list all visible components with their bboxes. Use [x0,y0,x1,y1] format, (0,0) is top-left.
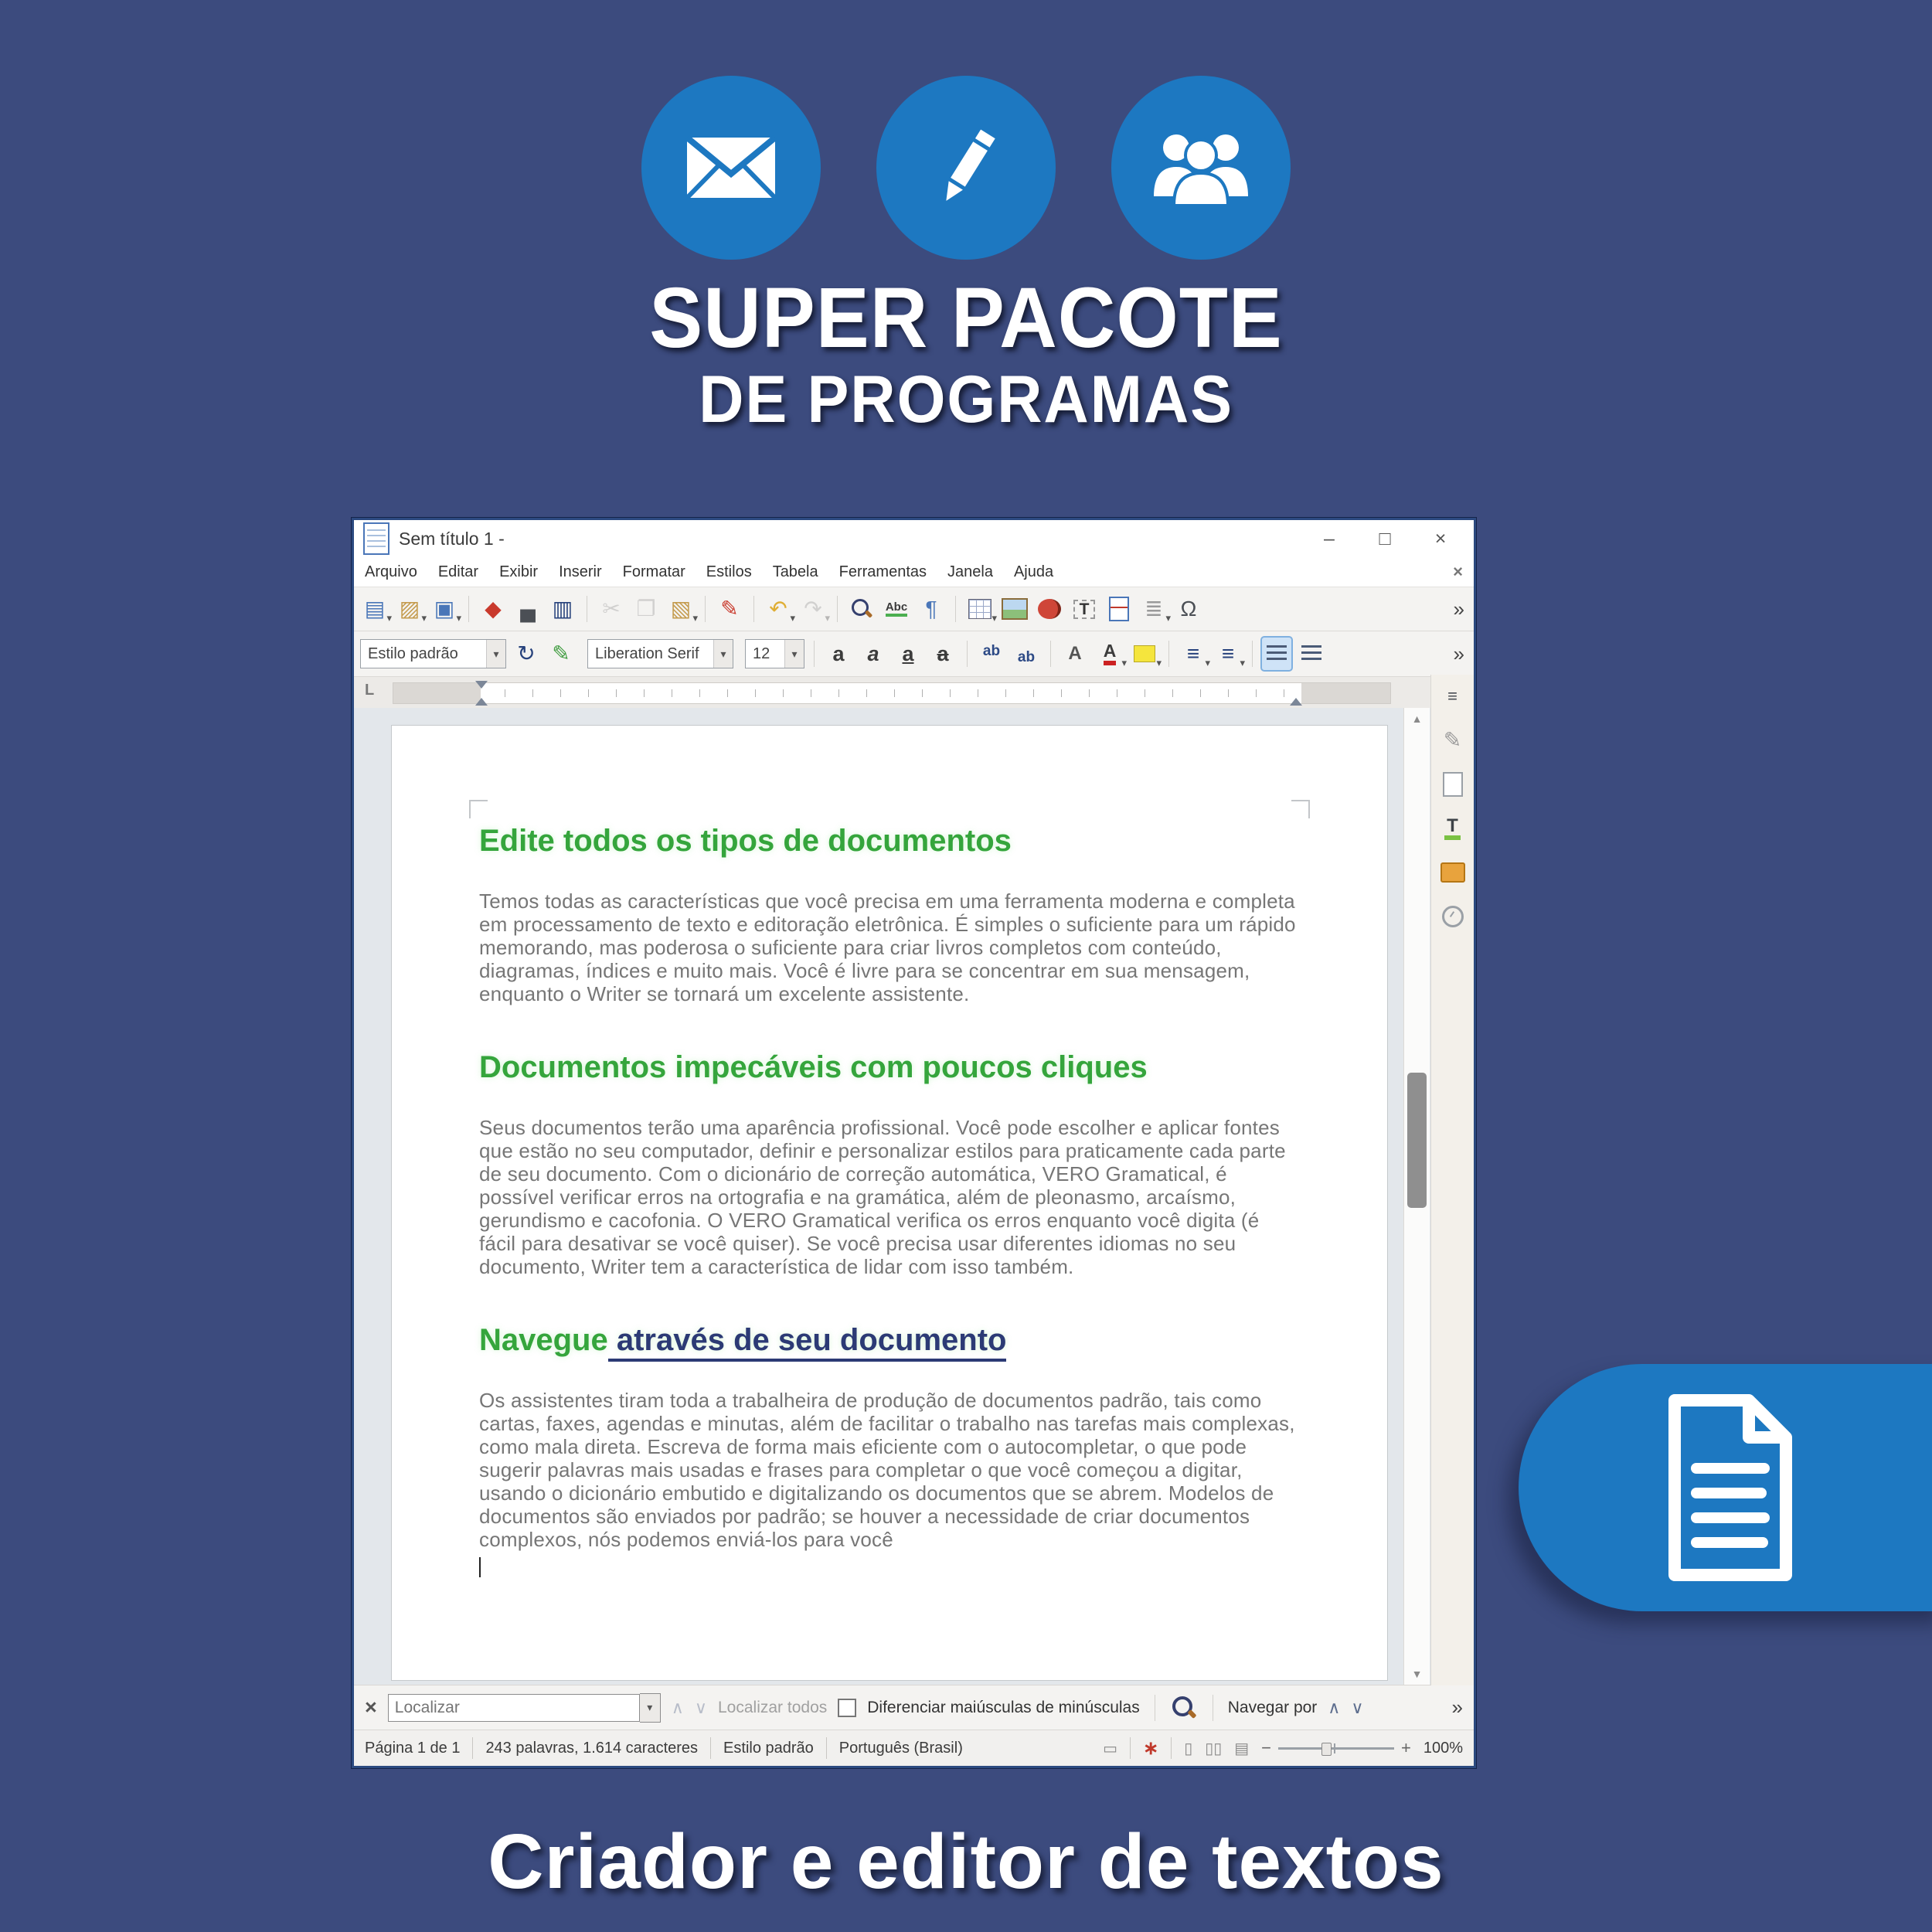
book-view-icon[interactable]: ▤ [1234,1740,1250,1757]
right-margin-zone [1301,683,1390,703]
font-color-button-glyph: A [1104,642,1117,665]
tab-stop-selector[interactable]: L [365,682,375,699]
copy-button-glyph: ❐ [636,597,656,621]
document-page[interactable] [391,725,1388,1681]
font-name-combo[interactable] [587,639,733,668]
toolbar-separator [468,596,469,622]
dropdown-arrow-icon[interactable]: ▾ [1165,612,1171,624]
font-color-button[interactable] [1095,638,1127,670]
first-line-indent-marker[interactable] [475,681,488,689]
app-document-icon [363,522,389,555]
align-center-button[interactable] [1297,638,1326,670]
match-case-label[interactable]: Diferenciar maiúsculas de minúsculas [867,1698,1140,1716]
style-icons [512,638,576,670]
copy-button[interactable] [631,593,661,625]
close-find-bar-button[interactable]: × [365,1696,377,1719]
dropdown-arrow-icon[interactable]: ▾ [790,612,795,624]
insert-chart-button[interactable] [1035,593,1064,625]
superscript-button[interactable] [977,638,1006,670]
titlebar [354,520,1474,557]
scroll-down-icon[interactable]: ▼ [1411,1668,1423,1680]
formatting-toolbar [354,631,1474,677]
update-style-button[interactable] [512,638,541,670]
insert-field-button-glyph: ≣ [1145,597,1163,621]
properties-deck-button-glyph: ✎ [1443,728,1462,752]
page-style-status[interactable]: Estilo padrão [723,1739,814,1757]
chevron-down-icon[interactable]: ▾ [713,640,733,668]
align-left-button[interactable] [1262,638,1291,670]
status-separator [1171,1737,1172,1759]
menu-ajuda[interactable]: Ajuda [1013,563,1054,580]
window-title: Sem título 1 - [399,528,505,549]
page-break-button-glyph [1109,597,1129,621]
menu-estilos[interactable]: Estilos [706,563,752,580]
toolbar-separator [753,596,754,622]
underline-button[interactable] [893,638,923,670]
undo-button[interactable] [764,593,793,625]
toolbar-separator [967,641,968,667]
doc-heading-3-green-text: Navegue [479,1323,608,1357]
vertical-scrollbar[interactable] [1403,708,1430,1685]
people-icon [1111,76,1291,260]
document-badge-pill [1519,1364,1932,1611]
menu-janela[interactable]: Janela [947,563,993,580]
insert-field-button[interactable] [1139,593,1171,625]
sidebar-settings-button[interactable] [1439,682,1467,710]
single-page-view-icon[interactable]: ▯ [1184,1740,1193,1757]
page-deck-button-glyph [1443,772,1463,797]
insert-table-button[interactable] [965,593,995,625]
dropdown-arrow-icon[interactable]: ▾ [1121,657,1127,668]
hero-title-line1: SUPER PACOTE [649,270,1283,366]
window-controls [1316,528,1464,550]
menu-editar[interactable]: Editar [437,563,479,580]
find-previous-button[interactable]: ∧ [671,1697,684,1717]
special-character-button-glyph: Ω [1180,597,1197,621]
dropdown-arrow-icon[interactable]: ▾ [992,612,997,624]
document-modified-icon[interactable]: ∗ [1143,1737,1159,1759]
zoom-slider-track[interactable] [1278,1747,1394,1750]
doc-paragraph-2: Seus documentos terão uma aparência profissional. Você pode escolher e aplicar fontes que estão no seu computador, definir e personalizar estilos para praticamente cada parte de seu documento. Com o dicionário de correção automática, VERO Gramatical, é possível verificar erros na ortografia e na gramática, além de pleonasmo, arcaísmo, gerundismo e cacofonia. O VERO Gramatical verifica os erros enquanto você digita (é fácil para desativar se você quiser). Se você precisa usar diferentes idiomas no seu documento, Writer tem a característica de lidar com isso também. [479,1116,1286,1278]
zoom-slider-knob[interactable] [1321,1743,1332,1756]
toolbar-separator [705,596,706,622]
insert-textbox-button[interactable] [1070,593,1099,625]
spelling-button-glyph: Abc [886,601,907,617]
paragraph-style-value: Estilo padrão [368,645,458,662]
status-separator [710,1737,711,1759]
formatting-marks-button-glyph: ¶ [925,597,937,621]
save-button[interactable] [430,593,459,625]
doc-heading-2 [479,1049,1300,1085]
cut-button[interactable] [597,593,626,625]
numbered-list-button-glyph: ≡ [1221,641,1235,665]
clone-formatting-button-glyph: ✎ [720,597,739,621]
formatting-marks-button[interactable] [917,593,946,625]
zoom-out-icon[interactable]: − [1261,1738,1271,1757]
new-document-button[interactable] [360,593,392,625]
doc-heading-3-link-text: através de seu documento [608,1323,1007,1362]
scroll-up-icon[interactable]: ▲ [1411,713,1423,725]
text-boundary-corner [1291,800,1310,818]
styles-deck-button-glyph: T [1444,817,1461,840]
navigator-deck-button[interactable] [1439,903,1467,930]
superscript-button-glyph: ab [982,642,1001,659]
export-pdf-button-glyph: ◆ [485,597,502,621]
insert-textbox-button-glyph: T [1073,600,1096,619]
insert-image-button-glyph [1002,598,1028,620]
envelope-icon [641,76,821,260]
strikethrough-button-glyph: a [937,641,949,665]
menu-tabela[interactable]: Tabela [772,563,818,580]
sidebar-settings-button-glyph: ≡ [1447,686,1458,706]
doc-paragraph-3: Os assistentes tiram toda a trabalheira de produção de documentos padrão, tais como cartas, faxes, agendas e minutas, além de facilitar o trabalho nas tarefas mais complexas, como mala direta. Escreva de forma mais eficiente com o autocompletar, o que pode sugerir palavras mais usadas e frases para completar o que você começou a digitar, usando o dicionário embutido e digitalizando os documentos que se abrem. Modelos de documentos são enviados por padrão; se houver a necessidade de criar documentos complexos, nós podemos enviá-los para você [479,1389,1295,1551]
menu-ferramentas[interactable]: Ferramentas [838,563,927,580]
zoom-slider[interactable] [1261,1738,1411,1758]
styles-deck-button[interactable] [1439,815,1467,842]
export-pdf-button[interactable] [478,593,508,625]
status-bar [354,1730,1474,1766]
undo-button-glyph: ↶ [769,597,787,621]
menubar [354,557,1474,587]
left-margin-zone [393,683,481,703]
ruler-row [354,677,1474,708]
dropdown-arrow-icon[interactable]: ▾ [386,612,392,624]
italic-button[interactable] [859,638,888,670]
pencil-icon-svg [918,117,1014,219]
doc-heading-1-text: Edite todos os tipos de documentos [479,824,1012,858]
new-document-button-glyph: ▤ [364,597,386,621]
redo-button[interactable] [798,593,828,625]
close-button[interactable]: × [1434,527,1447,549]
doc-paragraph-1: Temos todas as características que você precisa em uma ferramenta moderna e completa em processamento de texto e editoração eletrônica. É simples o suficiente para um rápido memorando, mas poderosa o suficiente para criar livros completos com conteúdo, diagramas, índices e muito mais. Você é livre para se concentrar em sua mensagem, enquanto o Writer se tornará um excelente assistente. [479,889,1296,1005]
find-toolbar [354,1685,1474,1730]
selection-mode-icon[interactable]: ▭ [1103,1740,1118,1757]
poster-caption: Criador e editor de textos [488,1818,1444,1905]
find-and-replace-button[interactable] [1170,1694,1198,1722]
text-boundary-corner [469,800,488,818]
text-cursor [479,1557,481,1577]
update-style-button-glyph: ↻ [517,641,536,665]
subscript-button[interactable] [1012,638,1041,670]
navigate-previous-button[interactable]: ∧ [1328,1697,1341,1717]
menu-arquivo[interactable]: Arquivo [365,563,417,580]
zoom-level-status[interactable]: 100% [1423,1739,1463,1757]
bullet-list-button-glyph: ≡ [1186,641,1200,665]
multi-page-view-icon[interactable]: ▯▯ [1205,1740,1223,1757]
status-separator [472,1737,473,1759]
bold-button[interactable] [824,638,853,670]
page-deck-button[interactable] [1439,770,1467,798]
gallery-deck-button-glyph [1440,862,1465,883]
envelope-icon-svg [680,124,782,211]
clone-formatting-button[interactable] [715,593,744,625]
open-button[interactable] [395,593,427,625]
navigate-by-label: Navegar por [1227,1698,1318,1716]
paste-button-glyph: ▧ [670,597,692,621]
doc-heading-3 [479,1322,1300,1358]
chevron-down-icon[interactable]: ▾ [640,1693,661,1723]
toolbar-separator [837,596,838,622]
scrollbar-thumb[interactable] [1407,1073,1427,1208]
toolbar-separator [814,641,815,667]
toolbar-separator [955,596,956,622]
numbered-list-button[interactable] [1213,638,1243,670]
page-break-button[interactable] [1104,593,1134,625]
pencil-icon [876,76,1056,260]
print-preview-button[interactable] [548,593,577,625]
strikethrough-button[interactable] [928,638,957,670]
zoom-in-icon[interactable]: + [1400,1738,1411,1757]
dropdown-arrow-icon[interactable]: ▾ [456,612,461,624]
hero-title-line2: DE PROGRAMAS [699,362,1233,437]
toolbar-separator [1050,641,1051,667]
menu-inserir[interactable]: Inserir [559,563,602,580]
paste-button[interactable] [666,593,696,625]
clear-formatting-button[interactable] [1060,638,1090,670]
navigate-next-button[interactable]: ∨ [1351,1697,1364,1717]
navigator-deck-button-glyph [1442,906,1464,927]
dropdown-arrow-icon[interactable]: ▾ [692,612,698,624]
horizontal-ruler[interactable] [393,682,1391,704]
bullet-list-button[interactable] [1179,638,1208,670]
font-size-value: 12 [753,645,770,662]
find-replace-button[interactable] [847,593,876,625]
status-separator [826,1737,827,1759]
toolbar-separator [1168,641,1169,667]
sidebar-tab-strip [1430,675,1474,1685]
page-number-status[interactable]: Página 1 de 1 [365,1739,461,1757]
save-button-glyph: ▣ [434,597,455,621]
toolbar-overflow-button[interactable]: » [1451,1696,1463,1719]
menu-formatar[interactable]: Formatar [622,563,685,580]
doc-heading-2-text: Documentos impecáveis com poucos cliques [479,1050,1148,1084]
people-icon-svg [1146,124,1256,212]
align-center-button-glyph [1301,645,1321,662]
insert-image-button[interactable] [1000,593,1029,625]
maximize-button[interactable]: □ [1379,527,1391,549]
clear-formatting-button-glyph: A [1068,643,1082,664]
search-input[interactable] [388,1694,640,1722]
document-close-button[interactable]: × [1453,562,1463,581]
spelling-button[interactable] [882,593,911,625]
minimize-button[interactable]: – [1324,527,1335,549]
print-preview-button-glyph: ▥ [552,597,573,621]
menu-exibir[interactable]: Exibir [499,563,539,580]
toolbar-overflow-button[interactable]: » [1453,597,1464,621]
standard-toolbar [354,587,1474,631]
toolbar-separator [1252,641,1253,667]
dropdown-arrow-icon[interactable]: ▾ [1156,657,1162,668]
find-all-button[interactable]: Localizar todos [718,1698,828,1716]
open-button-glyph: ▨ [399,597,420,621]
highlight-color-button-glyph [1134,645,1155,662]
highlight-color-button[interactable] [1130,638,1162,670]
dropdown-arrow-icon[interactable]: ▾ [1240,657,1245,668]
doc-heading-1 [479,823,1300,859]
document-icon [1650,1391,1804,1584]
special-character-button[interactable] [1174,593,1203,625]
font-name-value: Liberation Serif [595,645,699,662]
print-button-glyph: ▄ [520,597,536,621]
dropdown-arrow-icon[interactable]: ▾ [825,612,830,624]
cut-button-glyph: ✂ [602,597,621,621]
properties-deck-button[interactable] [1439,726,1467,754]
align-left-button-glyph [1267,645,1287,662]
font-size-combo[interactable] [745,639,804,668]
subscript-button-glyph: ab [1017,648,1036,665]
dropdown-arrow-icon[interactable]: ▾ [421,612,427,624]
match-case-checkbox[interactable] [838,1699,856,1717]
language-status[interactable]: Português (Brasil) [838,1739,963,1757]
new-style-button-glyph: ✎ [552,641,570,665]
chevron-down-icon[interactable]: ▾ [784,640,804,668]
print-button[interactable] [513,593,543,625]
bold-button-glyph: a [832,641,845,665]
insert-chart-button-glyph [1038,599,1061,619]
right-indent-marker[interactable] [1290,698,1302,706]
toolbar-overflow-button[interactable]: » [1453,641,1464,665]
italic-button-glyph: a [867,641,879,665]
word-count-status[interactable]: 243 palavras, 1.614 caracteres [485,1739,699,1757]
gallery-deck-button[interactable] [1439,859,1467,886]
left-indent-marker[interactable] [475,698,488,706]
dropdown-arrow-icon[interactable]: ▾ [1205,657,1210,668]
writer-window [352,518,1476,1768]
document-area [354,708,1474,1685]
find-replace-button-glyph [850,597,873,621]
underline-button-glyph: a [902,641,914,665]
status-separator [1130,1737,1131,1759]
insert-table-button-glyph [968,599,992,619]
chevron-down-icon[interactable]: ▾ [486,640,505,668]
format-buttons [824,638,1326,670]
redo-button-glyph: ↷ [804,597,822,621]
find-next-button[interactable]: ∨ [694,1697,707,1717]
hero-icons [641,76,1291,260]
new-style-button[interactable] [546,638,576,670]
paragraph-style-combo[interactable] [360,639,506,668]
